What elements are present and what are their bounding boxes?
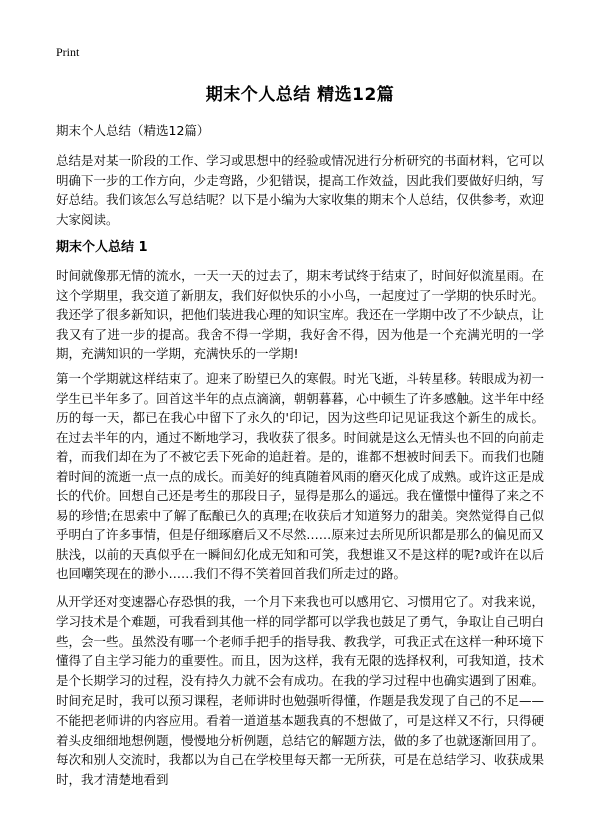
document-title: 期末个人总结 精选12篇	[205, 85, 395, 105]
body-paragraph-1: 时间就像那无情的流水，一天一天的过去了，期末考试终于结束了，时间好似流星雨。在这个学期里，我交道了新朋友，我们好似快乐的小小鸟，一起度过了一学期的快乐时光。我还学了很多新知识，把他们装进我心理的知识宝库。我还在一学期中改了不少缺点，让我又有了进一步的提高。我舍不得一学期，我好舍不得，因为他是一个充满光明的一学期，充满知识的一学期，充满快乐的一学期!	[56, 268, 544, 361]
section-heading: 期末个人总结 1	[56, 240, 148, 255]
document-subtitle: 期末个人总结（精选12篇）	[56, 123, 210, 138]
body-paragraph-2: 第一个学期就这样结束了。迎来了盼望已久的寒假。时光飞逝，斗转星移。转眼成为初一学生已半年多了。回首这半年的点点滴滴，朝朝暮暮，心中顿生了许多感触。这半年中经历的每一天，都已在我心中留下了永久的'印记，因为这些印记见证我这个新生的成长。在过去半年的内，通过不断地学习，我收获了很多。时间就是这么无情头也不回的向前走着，而我们却在为了不被它丢下死命的追赶着。是的，谁都不想被时间丢下。而我们也随着时间的流逝一点一点的成长。而美好的纯真随着风雨的磨灭化成了成熟。或许这正是成长的代价。回想自己还是考生的那段日子，显得是那么的遥远。我在懂憬中懂得了来之不易的珍惜;在思索中了解了酝酿已久的真理;在收获后才知道努力的甜美。突然觉得自己似乎明白了许多事情，但是仔细琢磨后又不尽然……原来过去所见所识都是那么的偏见而又肤浅，以前的天真似乎在一瞬间幻化成无知和可笑，我想谁又不是这样的呢?或许在以后也回嘲笑现在的渺小……我们不得不笑着回首我们所走过的路。	[56, 371, 544, 581]
intro-paragraph: 总结是对某一阶段的工作、学习或思想中的经验或情况进行分析研究的书面材料，它可以明确下一步的工作方向，少走弯路，少犯错误，提高工作效益，因此我们要做好归纳，写好总结。我们该怎么写总结呢？以下是小编为大家收集的期末个人总结，仅供参考，欢迎大家阅读。	[56, 153, 544, 227]
body-paragraph-3: 从开学还对变速器心存恐惧的我，一个月下来我也可以感用它、习惯用它了。对我来说，学习技术是个难题，可我看到其他一样的同学都可以学我也鼓足了勇气，争取让自己明白些，会一些。虽然没有哪一个老师手把手的指导我、教我学，可我正式在这样一种环境下懂得了自主学习能力的重要性。而且，因为这样，我有无限的选择权利，可我知道，技术是个长期学习的过程，没有持久力就不会有成功。在我的学习过程中也确实遇到了困难。时间充足时，我可以预习课程，老师讲时也勉强听得懂，作题是我发现了自己的不足——不能把老师讲的内容应用。看着一道道基本题我真的不想做了，可是这样又不行，只得硬着头皮细细地想例题，慢慢地分析例题，总结它的解题方法，做的多了也就逐渐回用了。每次和别人交流时，我都以为自己在学校里每天都一无所获，可是在总结学习、收获成果时，我才清楚地看到	[56, 594, 544, 788]
print-link[interactable]: Print	[56, 45, 80, 59]
